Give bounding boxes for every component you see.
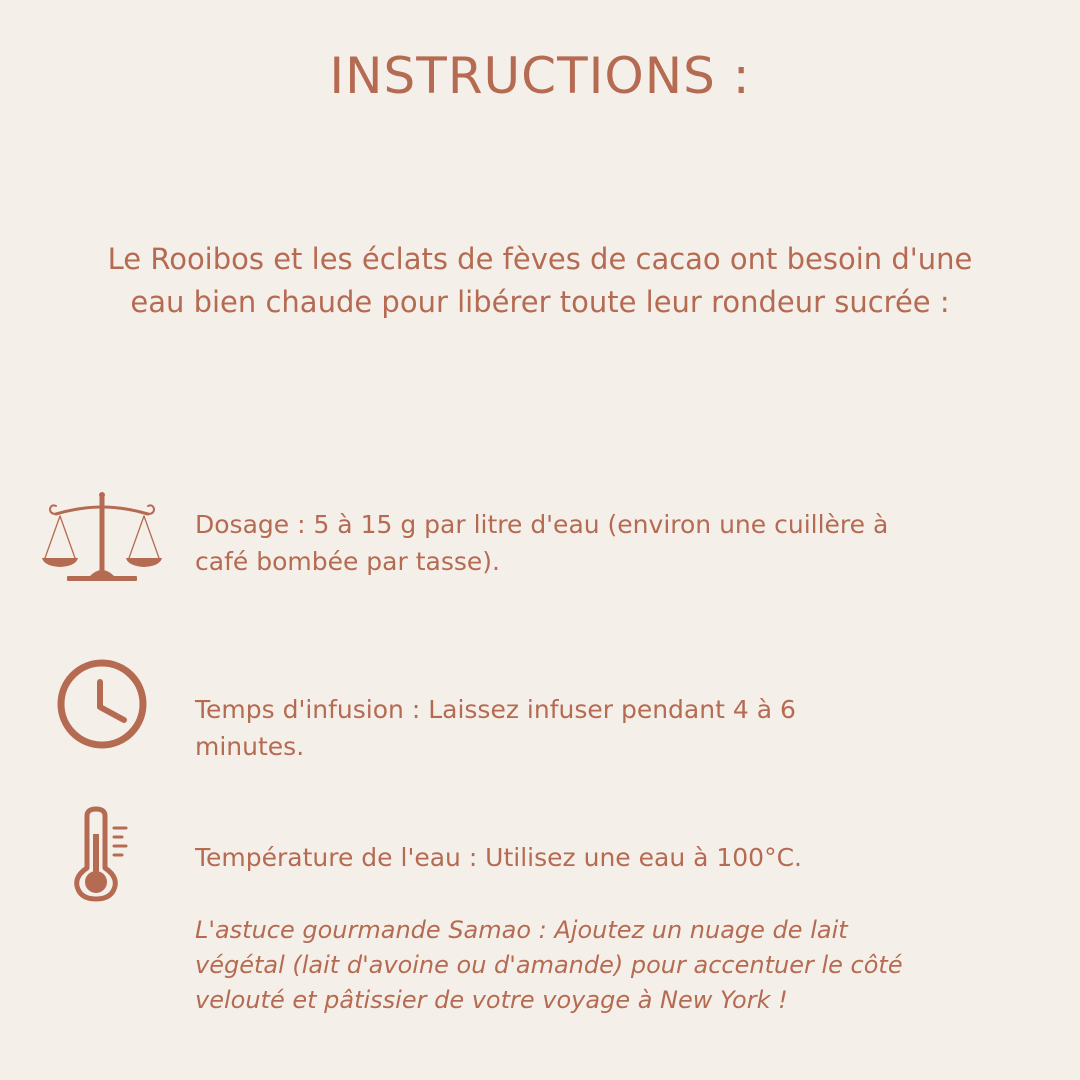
temperature-line: Température de l'eau : Utilisez une eau à 100°C.	[195, 843, 802, 872]
infusion-time-text	[195, 691, 1045, 765]
intro-line: eau bien chaude pour libérer toute leur rondeur sucrée :	[130, 285, 950, 319]
water-temperature-text	[195, 839, 1045, 876]
tip-line: velouté et pâtissier de votre voyage à New York !	[195, 986, 788, 1014]
gourmet-tip	[195, 913, 1055, 1018]
dosage-line: Dosage : 5 à 15 g par litre d'eau (environ une cuillère à	[195, 510, 889, 539]
page-title: INSTRUCTIONS :	[329, 47, 751, 105]
intro-line: Le Rooibos et les éclats de fèves de cacao ont besoin d'une	[107, 242, 973, 276]
dosage-text	[195, 506, 1045, 580]
thermometer-icon	[72, 806, 132, 902]
dosage-line: café bombée par tasse).	[195, 547, 500, 576]
tip-line: L'astuce gourmande Samao : Ajoutez un nuage de lait	[195, 916, 848, 944]
infusion-line: Temps d'infusion : Laissez infuser pendant 4 à 6	[195, 695, 796, 724]
tip-line: végétal (lait d'avoine ou d'amande) pour accentuer le côté	[195, 951, 903, 979]
clock-icon	[54, 656, 150, 752]
intro-paragraph	[0, 238, 1080, 324]
infusion-line: minutes.	[195, 732, 305, 761]
scale-icon	[40, 490, 164, 586]
